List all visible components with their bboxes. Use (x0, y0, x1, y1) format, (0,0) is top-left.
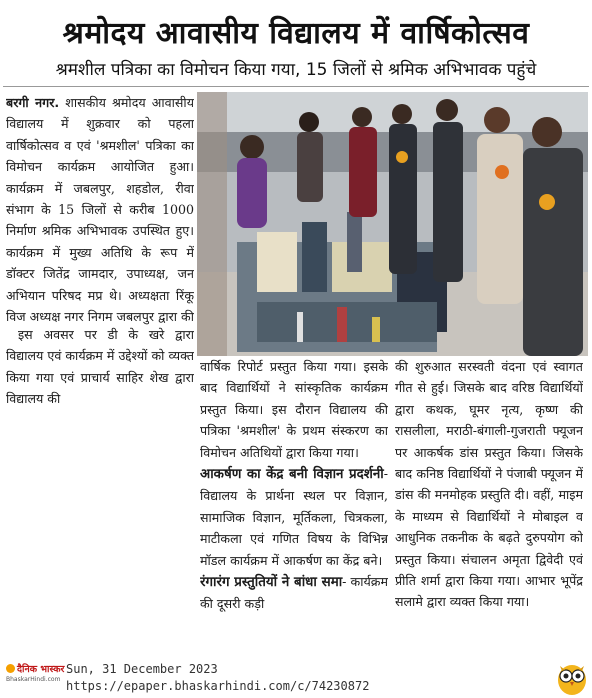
owl-mascot-icon (556, 658, 588, 696)
article-text-4: - विद्यालय के प्रार्थना स्थल पर विज्ञान, सामाजिक विज्ञान, मूर्तिकला, चित्रकला, माटीकला एवं गणित विषय के विभिन्न मॉडल कार्यक्रम में आकर्षण का केंद्र बने। (200, 466, 388, 568)
logo-subtext: BhaskarHindi.com (6, 676, 61, 683)
article-column-1-bottom (6, 324, 194, 674)
article-column-1-top (6, 92, 194, 326)
article-column-2 (200, 356, 388, 674)
exhibition-photo (197, 92, 588, 356)
subhead-science-exhibition: आकर्षण का केंद्र बनी विज्ञान प्रदर्शनी (200, 467, 384, 483)
dateline: बरगी नगर. (6, 95, 60, 110)
source-link[interactable]: https://epaper.bhaskarhindi.com/c/74230872 (66, 679, 370, 693)
sun-logo-icon (6, 664, 15, 673)
article-text-6: की शुरुआत सरस्वती वंदना एवं स्वागत गीत से हुई। जिसके बाद वरिष्ठ विद्यार्थियों द्वारा कथक, घूमर नृत्य, कृष्ण की रासलीला, मराठी-बंगाली-गुजराती फ्यूजन पर आकर्षक डांस प्रस्तुत किया। जिसके बाद कनिष्ठ विद्यार्थियों ने पंजाबी फ्यूजन में डांस की मनमोहक प्रस्तुति दी। वहीं, माइम के माध्यम से विद्यार्थियों ने मोबाइल व आधुनिक तकनीक के बढ़ते दुरुपयोग को प्रस्तुत किया। संचालन अमृता द्विवेदी एवं प्रीति शर्मा द्वारा किया गया। आभार भूपेंद्र सलामे द्वारा व्यक्त किया गया। (395, 359, 583, 610)
article-text-3: वार्षिक रिपोर्ट प्रस्तुत किया गया। इसके बाद विद्यार्थियों ने सांस्कृतिक कार्यक्रम प्रस्तुत किया। इस दौरान विद्यालय की पत्रिका 'श्रमशील' के प्रथम संस्करण का विमोचन अतिथियों द्वारा किया गया। (200, 359, 388, 460)
news-photo (197, 92, 588, 356)
logo-text: दैनिक भास्कर (17, 664, 65, 675)
article-text-1: शासकीय श्रमोदय आवासीय विद्यालय में शुक्रवार को पहला वार्षिकोत्सव व एवं 'श्रमशील' पत्रिका का विमोचन कार्यक्रम आयोजित हुआ। कार्यक्रम में जबलपुर, शहडोल, रीवा संभाग के 15 जिलों से करीब 1000 निर्माण श्रमिक अभिभावक उपस्थित हुए। कार्यक्रम में मुख्य अतिथि के रूप में डॉक्टर जितेंद्र जामदार, उपाध्यक्ष, जन अभियान परिषद मप्र थे। अध्यक्षता रिंकू विज अध्यक्ष नगर निगम जबलपुर द्वारा की (6, 95, 194, 325)
article-column-3 (395, 356, 583, 674)
headline: श्रमोदय आवासीय विद्यालय में वार्षिकोत्सव (62, 16, 530, 51)
subheadline: श्रमशील पत्रिका का विमोचन किया गया, 15 जिलों से श्रमिक अभिभावक पहुंचे (55, 60, 537, 80)
article-text-2: इस अवसर पर डी के खरे द्वारा विद्यालय एवं कार्यक्रम में उद्देश्यों को व्यक्त किया गया एवं प्राचार्य साहिर शेख द्वारा विद्यालय की (6, 327, 194, 407)
publish-date: Sun, 31 December 2023 (66, 662, 218, 676)
divider (3, 86, 589, 87)
subhead-cultural-program: रंगारंग प्रस्तुतियों ने बांधा समा (200, 575, 343, 591)
article-text-5: - कार्यक्रम की दूसरी कड़ी (200, 574, 388, 612)
